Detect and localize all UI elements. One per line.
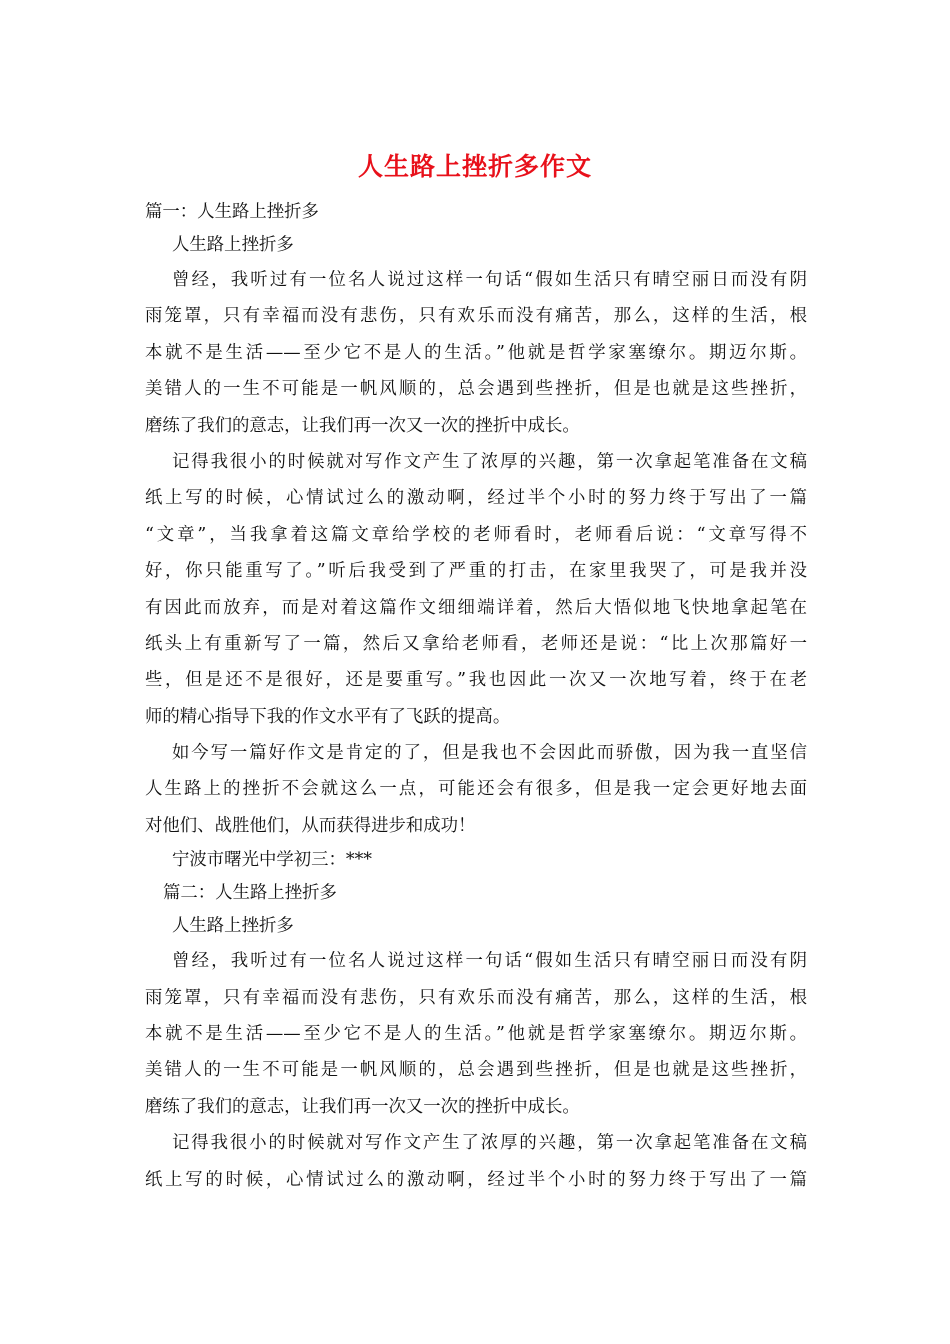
- paragraph-line: 雨笼罩，只有幸福而没有悲伤，只有欢乐而没有痛苦，那么，这样的生活，根: [145, 987, 807, 1008]
- paragraph-line: 曾经，我听过有一位名人说过这样一句话“假如生活只有晴空丽日而没有阴: [172, 270, 807, 290]
- paragraph-line: 师的精心指导下我的作文水平有了飞跃的提高。: [145, 706, 511, 727]
- section-heading: 篇二：人生路上挫折多: [163, 883, 337, 904]
- paragraph-line: 本就不是生活——至少它不是人的生活。”他就是哲学家塞缭尔。期迈尔斯。: [145, 1024, 807, 1045]
- paragraph-line: 纸上写的时候，心情试过么的激动啊，经过半个小时的努力终于写出了一篇: [145, 1169, 807, 1190]
- paragraph-line: 有因此而放弃，而是对着这篇作文细细端详着，然后大悟似地飞快地拿起笔在: [145, 597, 807, 618]
- section-subtitle: 人生路上挫折多: [172, 235, 294, 255]
- paragraph-line: 雨笼罩，只有幸福而没有悲伤，只有欢乐而没有痛苦，那么，这样的生活，根: [145, 306, 807, 327]
- author-signature: 宁波市曙光中学初三：***: [172, 850, 372, 871]
- paragraph-line: 磨练了我们的意志，让我们再一次又一次的挫折中成长。: [145, 1096, 580, 1117]
- document-body: [145, 196, 807, 1198]
- document-title: 人生路上挫折多作文: [357, 152, 592, 181]
- paragraph-line: 记得我很小的时候就对写作文产生了浓厚的兴趣，第一次拿起笔准备在文稿: [172, 451, 807, 472]
- paragraph-line: 美错人的一生不可能是一帆风顺的，总会遇到些挫折，但是也就是这些挫折，: [145, 1060, 807, 1081]
- section-subtitle: 人生路上挫折多: [172, 916, 294, 937]
- paragraph-line: 纸头上有重新写了一篇，然后又拿给老师看，老师还是说：“比上次那篇好一: [145, 633, 807, 654]
- paragraph-line: 曾经，我听过有一位名人说过这样一句话“假如生活只有晴空丽日而没有阴: [172, 951, 807, 972]
- paragraph-line: 些，但是还不是很好，还是要重写。”我也因此一次又一次地写着，终于在老: [145, 670, 807, 691]
- paragraph-line: “文章”，当我拿着这篇文章给学校的老师看时，老师看后说：“文章写得不: [145, 524, 807, 545]
- section-heading: 篇一：人生路上挫折多: [145, 202, 319, 222]
- paragraph-line: 好，你只能重写了。”听后我受到了严重的打击，在家里我哭了，可是我并没: [145, 561, 807, 582]
- paragraph-line: 对他们、战胜他们，从而获得进步和成功！: [145, 815, 476, 836]
- paragraph-line: 纸上写的时候，心情试过么的激动啊，经过半个小时的努力终于写出了一篇: [145, 488, 807, 509]
- paragraph-line: 人生路上的挫折不会就这么一点，可能还会有很多，但是我一定会更好地去面: [145, 779, 807, 800]
- paragraph-line: 记得我很小的时候就对写作文产生了浓厚的兴趣，第一次拿起笔准备在文稿: [172, 1133, 807, 1154]
- paragraph-line: 磨练了我们的意志，让我们再一次又一次的挫折中成长。: [145, 415, 580, 436]
- paragraph-line: 美错人的一生不可能是一帆风顺的，总会遇到些挫折，但是也就是这些挫折，: [145, 379, 807, 400]
- paragraph-line: 如今写一篇好作文是肯定的了，但是我也不会因此而骄傲，因为我一直坚信: [172, 743, 807, 764]
- paragraph-line: 本就不是生活——至少它不是人的生活。”他就是哲学家塞缭尔。期迈尔斯。: [145, 342, 807, 363]
